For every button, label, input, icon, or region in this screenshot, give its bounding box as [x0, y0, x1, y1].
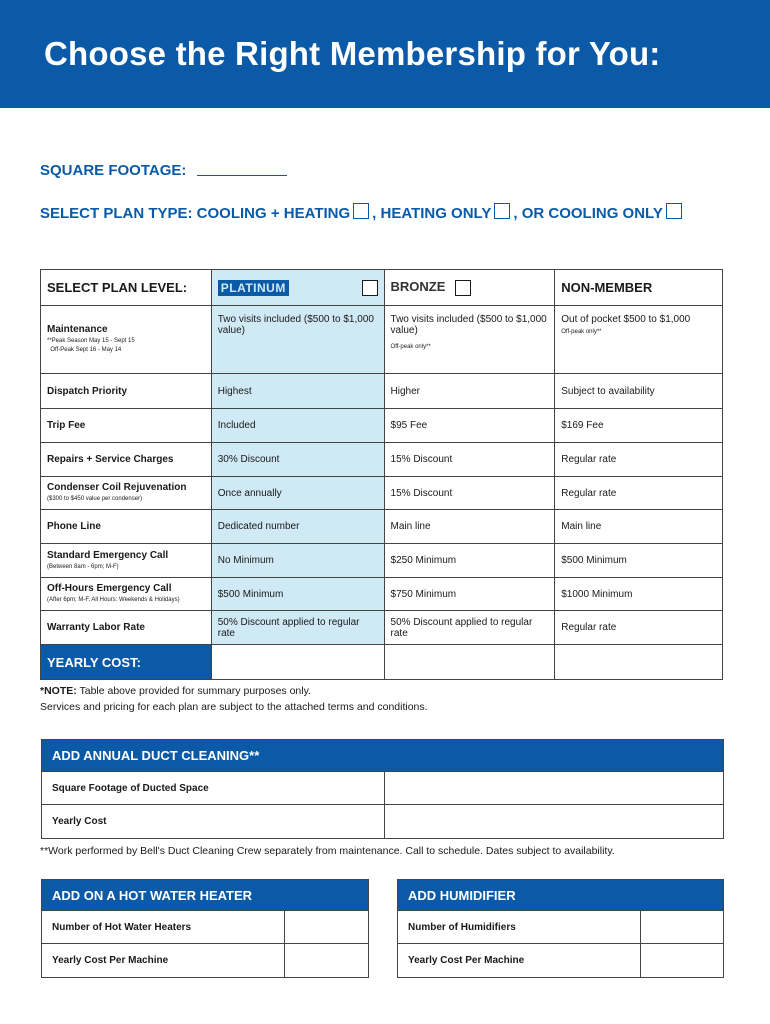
yearly-cost-row — [41, 645, 723, 680]
platinum-cell: Two visits included ($500 to $1,000 value) — [211, 306, 384, 374]
plan-level-label: SELECT PLAN LEVEL: — [41, 270, 212, 306]
hot-water-count-input[interactable] — [285, 911, 369, 944]
nonmember-yearly-cost-input[interactable] — [555, 645, 723, 680]
plan-type-label: SELECT PLAN TYPE: COOLING + HEATING — [40, 205, 351, 222]
header-banner — [0, 0, 770, 108]
plan-header-row — [41, 270, 723, 306]
row-label: Dispatch Priority — [41, 374, 212, 409]
table-row — [41, 477, 723, 510]
platinum-cell: Dedicated number — [211, 510, 384, 544]
row-label: Condenser Coil Rejuvenation ($300 to $450 value per condenser) — [41, 477, 212, 510]
row-label: Standard Emergency Call (Between 8am - 6pm; M-F) — [41, 544, 212, 578]
bronze-cell: Two visits included ($500 to $1,000 value) Off-peak only** — [384, 306, 555, 374]
platinum-cell: $500 Minimum — [211, 578, 384, 611]
table-row — [41, 510, 723, 544]
row-label: Trip Fee — [41, 409, 212, 443]
platinum-cell: 50% Discount applied to regular rate — [211, 611, 384, 645]
cooling-heating-checkbox[interactable] — [353, 203, 369, 219]
row-label: Warranty Labor Rate — [41, 611, 212, 645]
nonmember-cell: $500 Minimum — [555, 544, 723, 578]
plan-comparison-table — [40, 269, 723, 680]
nonmember-cell: Out of pocket $500 to $1,000 Off-peak only** — [555, 306, 723, 374]
yearly-cost-label: YEARLY COST: — [41, 645, 212, 680]
platinum-cell: Once annually — [211, 477, 384, 510]
table-row — [41, 611, 723, 645]
hot-water-heater-section — [41, 879, 369, 978]
humidifier-title: ADD HUMIDIFIER — [398, 880, 723, 911]
bronze-checkbox[interactable] — [455, 280, 471, 296]
row-label: Phone Line — [41, 510, 212, 544]
humidifier-cost-label: Yearly Cost Per Machine — [398, 944, 641, 977]
duct-yearly-cost-input[interactable] — [385, 805, 724, 838]
nonmember-header: NON-MEMBER — [555, 270, 723, 306]
table-row — [41, 306, 723, 374]
platinum-cell: 30% Discount — [211, 443, 384, 477]
nonmember-cell: $169 Fee — [555, 409, 723, 443]
plan-type-row — [40, 203, 685, 222]
bronze-cell: 50% Discount applied to regular rate — [384, 611, 555, 645]
table-row — [41, 409, 723, 443]
cooling-only-checkbox[interactable] — [666, 203, 682, 219]
square-footage-label: SQUARE FOOTAGE: — [40, 162, 187, 179]
bronze-label: BRONZE — [390, 279, 446, 295]
bronze-cell: Higher — [384, 374, 555, 409]
row-sublabel: **Peak Season May 15 - Sept 15 Off-Peak Sept 16 - May 14 — [47, 338, 135, 353]
row-label: Repairs + Service Charges — [41, 443, 212, 477]
table-row — [41, 544, 723, 578]
hot-water-cost-label: Yearly Cost Per Machine — [42, 944, 285, 977]
summary-note: *NOTE: Table above provided for summary purposes only. Services and pricing for each plan are subject to the attached terms and conditions. — [40, 685, 428, 713]
nonmember-cell: Regular rate — [555, 611, 723, 645]
nonmember-cell: Subject to availability — [555, 374, 723, 409]
table-row — [41, 443, 723, 477]
platinum-cell: No Minimum — [211, 544, 384, 578]
bronze-cell: $95 Fee — [384, 409, 555, 443]
platinum-cell: Included — [211, 409, 384, 443]
bronze-cell: 15% Discount — [384, 477, 555, 510]
bronze-header — [384, 270, 555, 306]
bronze-yearly-cost-input[interactable] — [384, 645, 555, 680]
square-footage-input[interactable] — [197, 175, 287, 176]
heating-only-label: , HEATING ONLY — [372, 205, 492, 222]
platinum-cell: Highest — [211, 374, 384, 409]
humidifier-count-input[interactable] — [641, 911, 724, 944]
platinum-checkbox[interactable] — [362, 280, 378, 296]
page-title: Choose the Right Membership for You: — [44, 35, 661, 72]
hot-water-cost-input[interactable] — [285, 944, 369, 977]
nonmember-cell: Main line — [555, 510, 723, 544]
humidifier-section — [397, 879, 724, 978]
humidifier-count-label: Number of Humidifiers — [398, 911, 641, 944]
platinum-yearly-cost-input[interactable] — [211, 645, 384, 680]
nonmember-cell: Regular rate — [555, 477, 723, 510]
duct-cleaning-title: ADD ANNUAL DUCT CLEANING** — [42, 740, 723, 772]
nonmember-cell: $1000 Minimum — [555, 578, 723, 611]
bronze-cell: Main line — [384, 510, 555, 544]
bronze-cell: $250 Minimum — [384, 544, 555, 578]
heating-only-checkbox[interactable] — [494, 203, 510, 219]
duct-cleaning-section — [41, 739, 724, 839]
table-row — [41, 374, 723, 409]
table-row — [41, 578, 723, 611]
bronze-cell: $750 Minimum — [384, 578, 555, 611]
humidifier-cost-input[interactable] — [641, 944, 724, 977]
platinum-label: PLATINUM — [218, 280, 289, 296]
duct-cleaning-footnote: **Work performed by Bell's Duct Cleaning Crew separately from maintenance. Call to schedule. Dates subject to availability. — [40, 845, 615, 857]
row-label: Maintenance **Peak Season May 15 - Sept 15 Off-Peak Sept 16 - May 14 — [41, 306, 212, 374]
hot-water-count-label: Number of Hot Water Heaters — [42, 911, 285, 944]
square-footage-ducted-label: Square Footage of Ducted Space — [42, 772, 385, 805]
hot-water-heater-title: ADD ON A HOT WATER HEATER — [42, 880, 368, 911]
duct-yearly-cost-label: Yearly Cost — [42, 805, 385, 838]
nonmember-cell: Regular rate — [555, 443, 723, 477]
square-footage-ducted-input[interactable] — [385, 772, 724, 805]
platinum-header — [211, 270, 384, 306]
row-label: Off-Hours Emergency Call (After 6pm; M-F, All Hours: Weekends & Holidays) — [41, 578, 212, 611]
bronze-cell: 15% Discount — [384, 443, 555, 477]
cooling-only-label: , OR COOLING ONLY — [513, 205, 663, 222]
square-footage-row — [40, 162, 287, 179]
